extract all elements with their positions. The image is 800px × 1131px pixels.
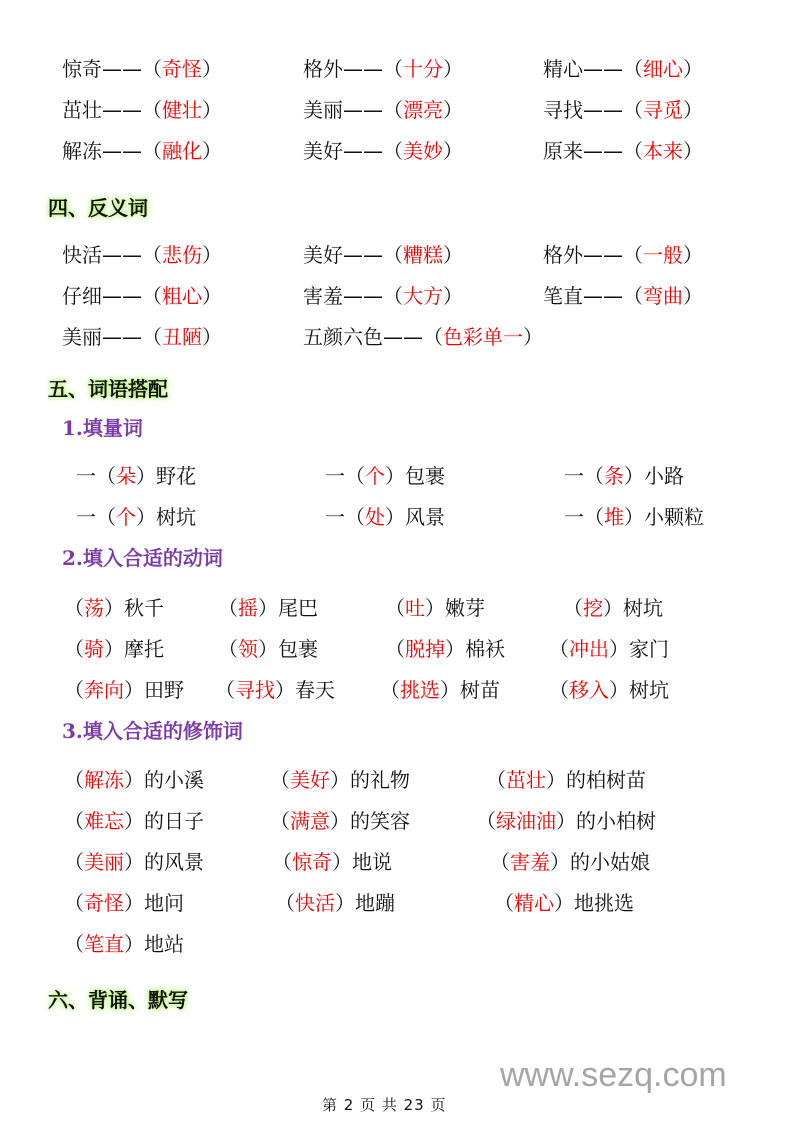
synonym-pair: [62, 54, 222, 84]
prefix: 一（: [564, 505, 604, 529]
close-paren: ）: [202, 325, 222, 349]
prefix: （: [270, 768, 290, 792]
answer: 堆: [604, 505, 624, 529]
suffix: ）的小柏树: [556, 809, 656, 833]
answer: 奇怪: [162, 57, 202, 81]
word: 美好——（: [303, 243, 403, 267]
suffix: ）包裹: [385, 464, 445, 488]
word: 害羞——（: [303, 284, 403, 308]
answer: 冲出: [569, 637, 609, 661]
antonym-pair: [543, 281, 703, 311]
verb-item: [64, 675, 184, 705]
verb-item: [385, 593, 485, 623]
answer: 大方: [403, 284, 443, 308]
suffix: ）地挑选: [554, 891, 634, 915]
word: 惊奇——（: [62, 57, 162, 81]
antonym-pair: [62, 281, 222, 311]
suffix: ）野花: [136, 464, 196, 488]
answer: 精心: [514, 891, 554, 915]
prefix: （: [272, 850, 292, 874]
answer: 一般: [643, 243, 683, 267]
answer: 朵: [116, 464, 136, 488]
prefix: （: [563, 596, 583, 620]
suffix: ）的风景: [124, 850, 204, 874]
verb-item: [218, 634, 318, 664]
suffix: ）风景: [385, 505, 445, 529]
verb-item: [563, 593, 663, 623]
section-heading-recitation: 六、背诵、默写: [48, 988, 188, 1012]
word: 美好——（: [303, 139, 403, 163]
page-number: 第 2 页 共 23 页: [322, 1096, 447, 1114]
answer: 摇: [238, 596, 258, 620]
word: 寻找——（: [543, 98, 643, 122]
answer: 弯曲: [643, 284, 683, 308]
measure-word-item: [325, 461, 445, 491]
answer: 美丽: [84, 850, 124, 874]
answer: 寻找: [235, 678, 275, 702]
word: 格外——（: [543, 243, 643, 267]
word: 解冻——（: [62, 139, 162, 163]
answer: 糟糕: [403, 243, 443, 267]
answer: 粗心: [162, 284, 202, 308]
watermark: www.sezq.com: [500, 1056, 727, 1094]
modifier-item: [275, 888, 395, 918]
measure-word-item: [76, 502, 196, 532]
modifier-item: [486, 765, 646, 795]
close-paren: ）: [683, 284, 703, 308]
modifier-item: [64, 888, 184, 918]
word: 精心——（: [543, 57, 643, 81]
subheading-verbs: 2.填入合适的动词: [62, 546, 223, 570]
answer: 移入: [569, 678, 609, 702]
verb-item: [549, 675, 669, 705]
answer: 个: [365, 464, 385, 488]
suffix: ）秋千: [104, 596, 164, 620]
antonym-pair: [62, 322, 222, 352]
word: 格外——（: [303, 57, 403, 81]
word: 原来——（: [543, 139, 643, 163]
suffix: ）树苗: [440, 678, 500, 702]
suffix: ）树坑: [603, 596, 663, 620]
measure-word-item: [564, 461, 684, 491]
suffix: ）家门: [609, 637, 669, 661]
prefix: 一（: [76, 505, 116, 529]
suffix: ）的笑容: [330, 809, 410, 833]
modifier-item: [64, 765, 204, 795]
word: 五颜六色——（: [303, 325, 443, 349]
prefix: （: [476, 809, 496, 833]
close-paren: ）: [202, 284, 222, 308]
prefix: （: [549, 637, 569, 661]
verb-item: [64, 634, 164, 664]
answer: 茁壮: [506, 768, 546, 792]
measure-word-item: [325, 502, 445, 532]
synonym-pair: [303, 54, 463, 84]
prefix: 一（: [325, 464, 365, 488]
answer: 满意: [290, 809, 330, 833]
word: 美丽——（: [62, 325, 162, 349]
prefix: 一（: [564, 464, 604, 488]
suffix: ）摩托: [104, 637, 164, 661]
prefix: （: [494, 891, 514, 915]
answer: 领: [238, 637, 258, 661]
modifier-item: [64, 847, 204, 877]
close-paren: ）: [443, 284, 463, 308]
antonym-pair: [303, 322, 543, 352]
synonym-pair: [543, 136, 703, 166]
suffix: ）的礼物: [330, 768, 410, 792]
synonym-pair: [543, 54, 703, 84]
suffix: ）春天: [275, 678, 335, 702]
modifier-item: [272, 847, 392, 877]
prefix: （: [64, 678, 84, 702]
modifier-item: [64, 806, 204, 836]
answer: 惊奇: [292, 850, 332, 874]
answer: 个: [116, 505, 136, 529]
subheading-measure-words: 1.填量词: [62, 416, 143, 440]
synonym-pair: [303, 95, 463, 125]
prefix: （: [215, 678, 235, 702]
suffix: ）树坑: [609, 678, 669, 702]
suffix: ）小路: [624, 464, 684, 488]
modifier-item: [494, 888, 634, 918]
suffix: ）小颗粒: [624, 505, 704, 529]
answer: 难忘: [84, 809, 124, 833]
prefix: （: [64, 850, 84, 874]
modifier-item: [270, 765, 410, 795]
answer: 细心: [643, 57, 683, 81]
close-paren: ）: [202, 57, 222, 81]
close-paren: ）: [683, 139, 703, 163]
answer: 健壮: [162, 98, 202, 122]
answer: 挖: [583, 596, 603, 620]
prefix: （: [64, 891, 84, 915]
prefix: （: [218, 637, 238, 661]
close-paren: ）: [523, 325, 543, 349]
close-paren: ）: [202, 139, 222, 163]
suffix: ）田野: [124, 678, 184, 702]
answer: 处: [365, 505, 385, 529]
modifier-item: [64, 929, 184, 959]
suffix: ）的小溪: [124, 768, 204, 792]
modifier-item: [476, 806, 656, 836]
answer: 奇怪: [84, 891, 124, 915]
subheading-modifiers: 3.填入合适的修饰词: [62, 719, 243, 743]
synonym-pair: [543, 95, 703, 125]
suffix: ）地蹦: [335, 891, 395, 915]
prefix: （: [218, 596, 238, 620]
prefix: （: [64, 637, 84, 661]
antonym-pair: [303, 240, 463, 270]
verb-item: [385, 634, 505, 664]
prefix: （: [385, 637, 405, 661]
antonym-pair: [303, 281, 463, 311]
antonym-pair: [62, 240, 222, 270]
answer: 本来: [643, 139, 683, 163]
suffix: ）嫩芽: [425, 596, 485, 620]
section-heading-collocation: 五、词语搭配: [48, 377, 168, 401]
synonym-pair: [303, 136, 463, 166]
synonym-pair: [62, 95, 222, 125]
close-paren: ）: [202, 98, 222, 122]
answer: 色彩单一: [443, 325, 523, 349]
prefix: （: [64, 809, 84, 833]
suffix: ）树坑: [136, 505, 196, 529]
word: 美丽——（: [303, 98, 403, 122]
suffix: ）棉袄: [445, 637, 505, 661]
suffix: ）包裹: [258, 637, 318, 661]
prefix: （: [549, 678, 569, 702]
modifier-item: [270, 806, 410, 836]
prefix: （: [380, 678, 400, 702]
answer: 悲伤: [162, 243, 202, 267]
word: 快活——（: [62, 243, 162, 267]
prefix: （: [64, 596, 84, 620]
word: 笔直——（: [543, 284, 643, 308]
answer: 十分: [403, 57, 443, 81]
answer: 脱掉: [405, 637, 445, 661]
suffix: ）的日子: [124, 809, 204, 833]
answer: 荡: [84, 596, 104, 620]
prefix: （: [64, 768, 84, 792]
answer: 奔向: [84, 678, 124, 702]
close-paren: ）: [683, 57, 703, 81]
verb-item: [380, 675, 500, 705]
suffix: ）尾巴: [258, 596, 318, 620]
verb-item: [549, 634, 669, 664]
close-paren: ）: [683, 98, 703, 122]
antonym-pair: [543, 240, 703, 270]
modifier-item: [490, 847, 650, 877]
suffix: ）地问: [124, 891, 184, 915]
synonym-pair: [62, 136, 222, 166]
answer: 挑选: [400, 678, 440, 702]
answer: 融化: [162, 139, 202, 163]
suffix: ）地说: [332, 850, 392, 874]
answer: 丑陋: [162, 325, 202, 349]
suffix: ）地站: [124, 932, 184, 956]
close-paren: ）: [443, 243, 463, 267]
word: 茁壮——（: [62, 98, 162, 122]
answer: 快活: [295, 891, 335, 915]
verb-item: [218, 593, 318, 623]
prefix: （: [490, 850, 510, 874]
section-heading-antonyms: 四、反义词: [48, 196, 148, 220]
measure-word-item: [564, 502, 704, 532]
close-paren: ）: [443, 98, 463, 122]
verb-item: [215, 675, 335, 705]
close-paren: ）: [443, 139, 463, 163]
measure-word-item: [76, 461, 196, 491]
answer: 骑: [84, 637, 104, 661]
suffix: ）的小姑娘: [550, 850, 650, 874]
answer: 漂亮: [403, 98, 443, 122]
close-paren: ）: [683, 243, 703, 267]
answer: 绿油油: [496, 809, 556, 833]
answer: 笔直: [84, 932, 124, 956]
answer: 美妙: [403, 139, 443, 163]
answer: 吐: [405, 596, 425, 620]
prefix: （: [64, 932, 84, 956]
answer: 寻觅: [643, 98, 683, 122]
verb-item: [64, 593, 164, 623]
prefix: 一（: [76, 464, 116, 488]
answer: 条: [604, 464, 624, 488]
close-paren: ）: [202, 243, 222, 267]
answer: 解冻: [84, 768, 124, 792]
word: 仔细——（: [62, 284, 162, 308]
prefix: （: [270, 809, 290, 833]
prefix: （: [385, 596, 405, 620]
prefix: 一（: [325, 505, 365, 529]
prefix: （: [275, 891, 295, 915]
close-paren: ）: [443, 57, 463, 81]
answer: 害羞: [510, 850, 550, 874]
answer: 美好: [290, 768, 330, 792]
prefix: （: [486, 768, 506, 792]
suffix: ）的柏树苗: [546, 768, 646, 792]
